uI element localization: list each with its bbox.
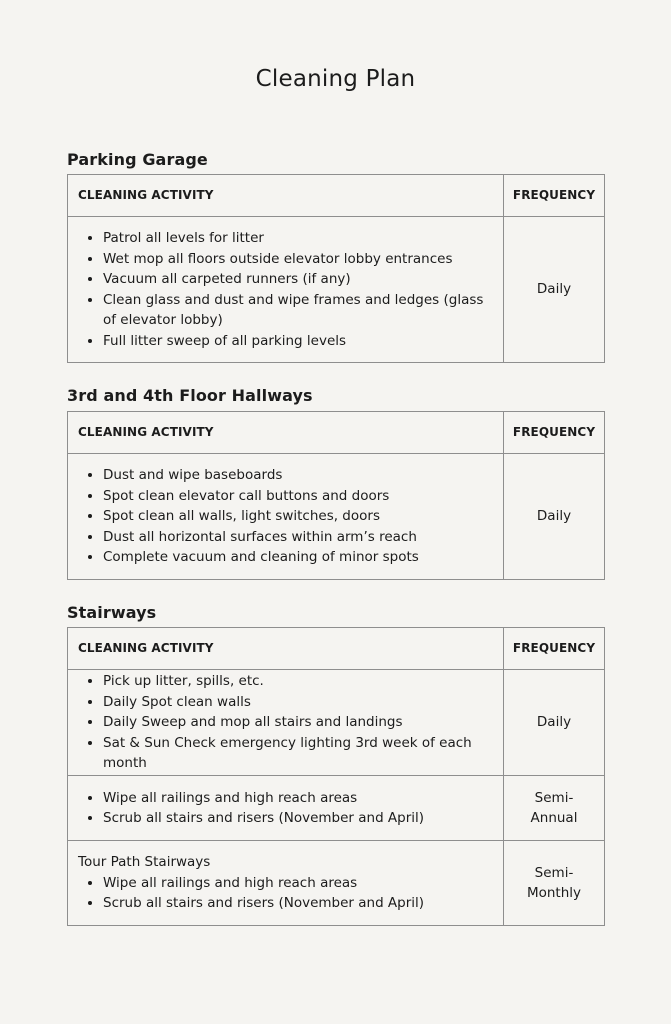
header-cleaning-activity: CLEANING ACTIVITY	[68, 175, 504, 217]
frequency-cell: Daily	[504, 454, 605, 580]
activity-cell	[68, 841, 504, 926]
list-item: • Complete vacuum and cleaning of minor spots	[103, 547, 493, 568]
page-title: Cleaning Plan	[255, 66, 416, 92]
frequency-cell: Daily	[504, 670, 605, 776]
list-item: • Spot clean all walls, light switches, doors	[103, 506, 493, 527]
table-row	[68, 217, 605, 363]
frequency-line: Semi-	[534, 789, 574, 806]
activity-list	[78, 671, 493, 774]
table-header-row	[68, 175, 605, 217]
list-item: • Pick up litter, spills, etc.	[103, 671, 493, 692]
table-header-row	[68, 628, 605, 670]
list-item: • Clean glass and dust and wipe frames and ledges (glass of elevator lobby)	[103, 290, 493, 331]
list-item: • Full litter sweep of all parking levels	[103, 331, 493, 352]
activity-cell	[68, 454, 504, 580]
activity-cell	[68, 776, 504, 841]
list-item: • Scrub all stairs and risers (November and April)	[103, 893, 493, 914]
frequency-cell	[504, 841, 605, 926]
activity-cell	[68, 217, 504, 363]
list-item: • Spot clean elevator call buttons and doors	[103, 486, 493, 507]
table-row	[68, 776, 605, 841]
list-item: • Dust and wipe baseboards	[103, 465, 493, 486]
activity-list	[78, 873, 493, 914]
section-title-stairways: Stairways	[67, 603, 157, 622]
frequency-line: Monthly	[526, 885, 582, 901]
section-title-floor-hallways: 3rd and 4th Floor Hallways	[67, 386, 313, 405]
table-header-row	[68, 412, 605, 454]
table-parking-garage	[67, 174, 605, 363]
header-frequency: FREQUENCY	[504, 412, 605, 454]
list-item: • Daily Sweep and mop all stairs and landings	[103, 712, 493, 733]
activity-list	[78, 788, 493, 829]
list-item: • Wet mop all floors outside elevator lobby entrances	[103, 249, 493, 270]
frequency-cell: Daily	[504, 217, 605, 363]
section-title-parking-garage: Parking Garage	[67, 150, 208, 169]
list-item: • Scrub all stairs and risers (November and April)	[103, 808, 493, 829]
frequency-line: Annual	[530, 810, 578, 826]
table-stairways	[67, 627, 605, 926]
frequency-line: Semi-	[534, 864, 574, 881]
header-frequency: FREQUENCY	[504, 175, 605, 217]
activity-list	[78, 465, 493, 568]
table-row	[68, 670, 605, 776]
table-row	[68, 454, 605, 580]
header-cleaning-activity: CLEANING ACTIVITY	[68, 412, 504, 454]
header-cleaning-activity: CLEANING ACTIVITY	[68, 628, 504, 670]
activity-cell	[68, 670, 504, 776]
list-item: • Wipe all railings and high reach areas	[103, 873, 493, 894]
activity-list	[78, 228, 493, 351]
row-intro-label: Tour Path Stairways	[78, 854, 211, 871]
list-item: • Dust all horizontal surfaces within arm’s reach	[103, 527, 493, 548]
list-item: • Vacuum all carpeted runners (if any)	[103, 269, 493, 290]
list-item: • Daily Spot clean walls	[103, 692, 493, 713]
header-frequency: FREQUENCY	[504, 628, 605, 670]
list-item: • Wipe all railings and high reach areas	[103, 788, 493, 809]
table-floor-hallways	[67, 411, 605, 580]
frequency-cell	[504, 776, 605, 841]
table-row	[68, 841, 605, 926]
list-item: • Patrol all levels for litter	[103, 228, 493, 249]
list-item: • Sat & Sun Check emergency lighting 3rd week of each month	[103, 733, 493, 774]
